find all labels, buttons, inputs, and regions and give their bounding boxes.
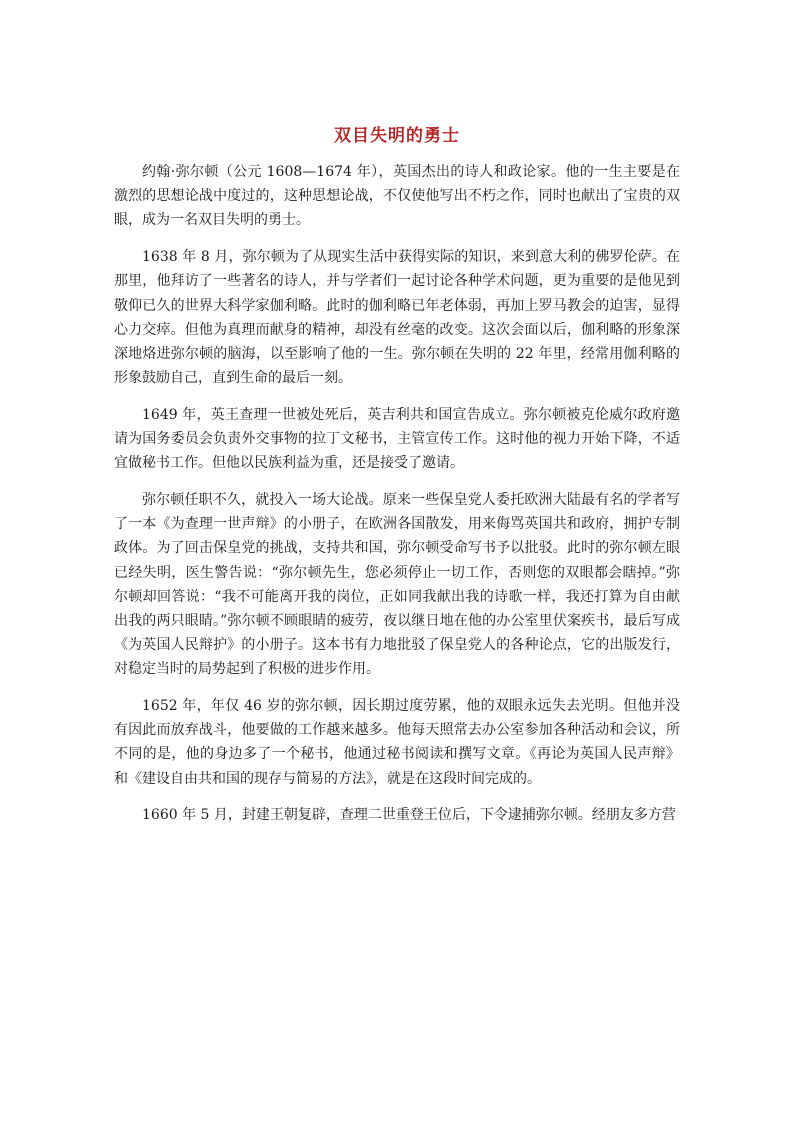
paragraph-1652: 1652 年，年仅 46 岁的弥尔顿，因长期过度劳累，他的双眼永远失去光明。但他并没有因此而放弃战斗，他要做的工作越来越多。他每天照常去办公室参加各种活动和会议，所不同的是，他的身边多了一个秘书，他通过秘书阅读和撰写文章。《再论为英国人民声辩》和《建设自由共和国的现存与简易的方法》，就是在这段时间完成的。 (114, 698, 680, 787)
paragraph-intro: 约翰·弥尔顿（公元 1608—1674 年），英国杰出的诗人和政论家。他的一生主要是在激烈的思想论战中度过的，这种思想论战，不仅使他写出不朽之作，同时也献出了宝贵的双眼，成为一名双目失明的勇士。 (114, 164, 680, 229)
paragraph-1660: 1660 年 5 月，封建王朝复辟，查理二世重登王位后，下令逮捕弥尔顿。经朋友多方营 (142, 807, 676, 824)
paragraph-1638: 1638 年 8 月，弥尔顿为了从现实生活中获得实际的知识，来到意大利的佛罗伦萨。在那里，他拜访了一些著名的诗人，并与学者们一起讨论各种学术问题，更为重要的是他见到敬仰已久的世界大科学家伽利略。此时的伽利略已年老体弱，再加上罗马教会的迫害，显得心力交瘁。但他为真理而献身的精神，却没有丝毫的改变。这次会面以后，伽利略的形象深深地烙进弥尔顿的脑海，以至影响了他的一生。弥尔顿在失明的 22 年里，经常用伽利略的形象鼓励自己，直到生命的最后一刻。 (114, 249, 680, 387)
paragraph-debate: 弥尔顿任职不久，就投入一场大论战。原来一些保皇党人委托欧洲大陆最有名的学者写了一本《为查理一世声辩》的小册子，在欧洲各国散发，用来侮骂英国共和政府，拥护专制政体。为了回击保皇党的挑战，支持共和国，弥尔顿受命写书予以批驳。此时的弥尔顿左眼已经失明，医生警告说：“弥尔顿先生，您必须停止一切工作，否则您的双眼都会瞎掉。”弥尔顿却回答说：“我不可能离开我的岗位，正如同我献出我的诗歌一样，我还打算为自由献出我的两只眼睛。”弥尔顿不顾眼睛的疲劳，夜以继日地在他的办公室里伏案疾书，最后写成《为英国人民辩护》的小册子。这本书有力地批驳了保皇党人的各种论点，它的出版发行，对稳定当时的局势起到了积极的进步作用。 (114, 491, 680, 678)
paragraph-1649: 1649 年，英王查理一世被处死后，英吉利共和国宣告成立。弥尔顿被克伦威尔政府邀请为国务委员会负责外交事物的拉丁文秘书，主管宣传工作。这时他的视力开始下降，不适宜做秘书工作。但他以民族利益为重，还是接受了邀请。 (114, 406, 680, 472)
page-title: 双目失明的勇士 (334, 126, 460, 146)
document-body (114, 160, 680, 840)
